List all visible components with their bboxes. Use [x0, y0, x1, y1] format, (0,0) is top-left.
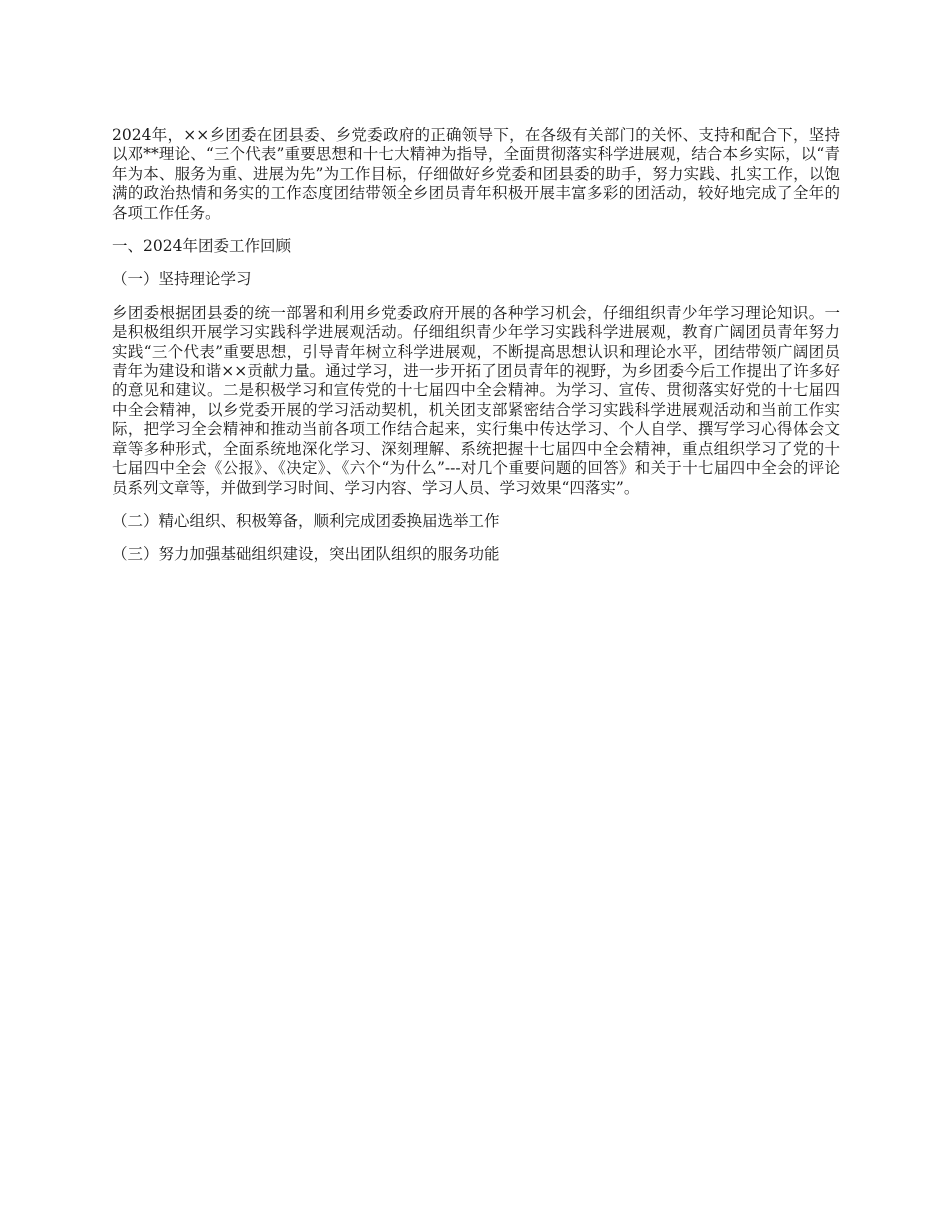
document-page: [112, 126, 840, 579]
subsection-heading-theory-study: （一）坚持理论学习: [112, 270, 252, 289]
section-heading-review: 一、2024年团委工作回顾: [112, 237, 291, 256]
theory-study-paragraph: 乡团委根据团县委的统一部署和利用乡党委政府开展的各种学习机会，仔细组织青少年学习理论知识。一是积极组织开展学习实践科学进展观活动。仔细组织青少年学习实践科学进展观，教育广阔团员青年努力实践“三个代表”重要思想，引导青年树立科学进展观，不断提高思想认识和理论水平，团结带领广阔团员青年为建设和谐××贡献力量。通过学习，进一步开拓了团员青年的视野，为乡团委今后工作提出了许多好的意见和建议。二是积极学习和宣传党的十七届四中全会精神。为学习、宣传、贯彻落实好党的十七届四中全会精神，以乡党委开展的学习活动契机，机关团支部紧密结合学习实践科学进展观活动和当前工作实际，把学习全会精神和推动当前各项工作结合起来，实行集中传达学习、个人自学、撰写学习心得体会文章等多种形式，全面系统地深化学习、深刻理解、系统把握十七届四中全会精神，重点组织学习了党的十七届四中全会《公报》、《决定》、《六个“为什么”---对几个重要问题的回答》和关于十七届四中全会的评论员系列文章等，并做到学习时间、学习内容、学习人员、学习效果“四落实”。: [112, 303, 840, 497]
intro-paragraph: 2024年，××乡团委在团县委、乡党委政府的正确领导下，在各级有关部门的关怀、支持和配合下，坚持以邓**理论、“三个代表”重要思想和十七大精神为指导，全面贯彻落实科学进展观，结合本乡实际，以“青年为本、服务为重、进展为先”为工作目标，仔细做好乡党委和团县委的助手，努力实践、扎实工作，以饱满的政治热情和务实的工作态度团结带领全乡团员青年积极开展丰富多彩的团活动，较好地完成了全年的各项工作任务。: [112, 126, 840, 222]
subsection-heading-organization: （三）努力加强基础组织建设，突出团队组织的服务功能: [112, 545, 500, 564]
subsection-heading-election: （二）精心组织、积极筹备，顺利完成团委换届选举工作: [112, 511, 500, 530]
